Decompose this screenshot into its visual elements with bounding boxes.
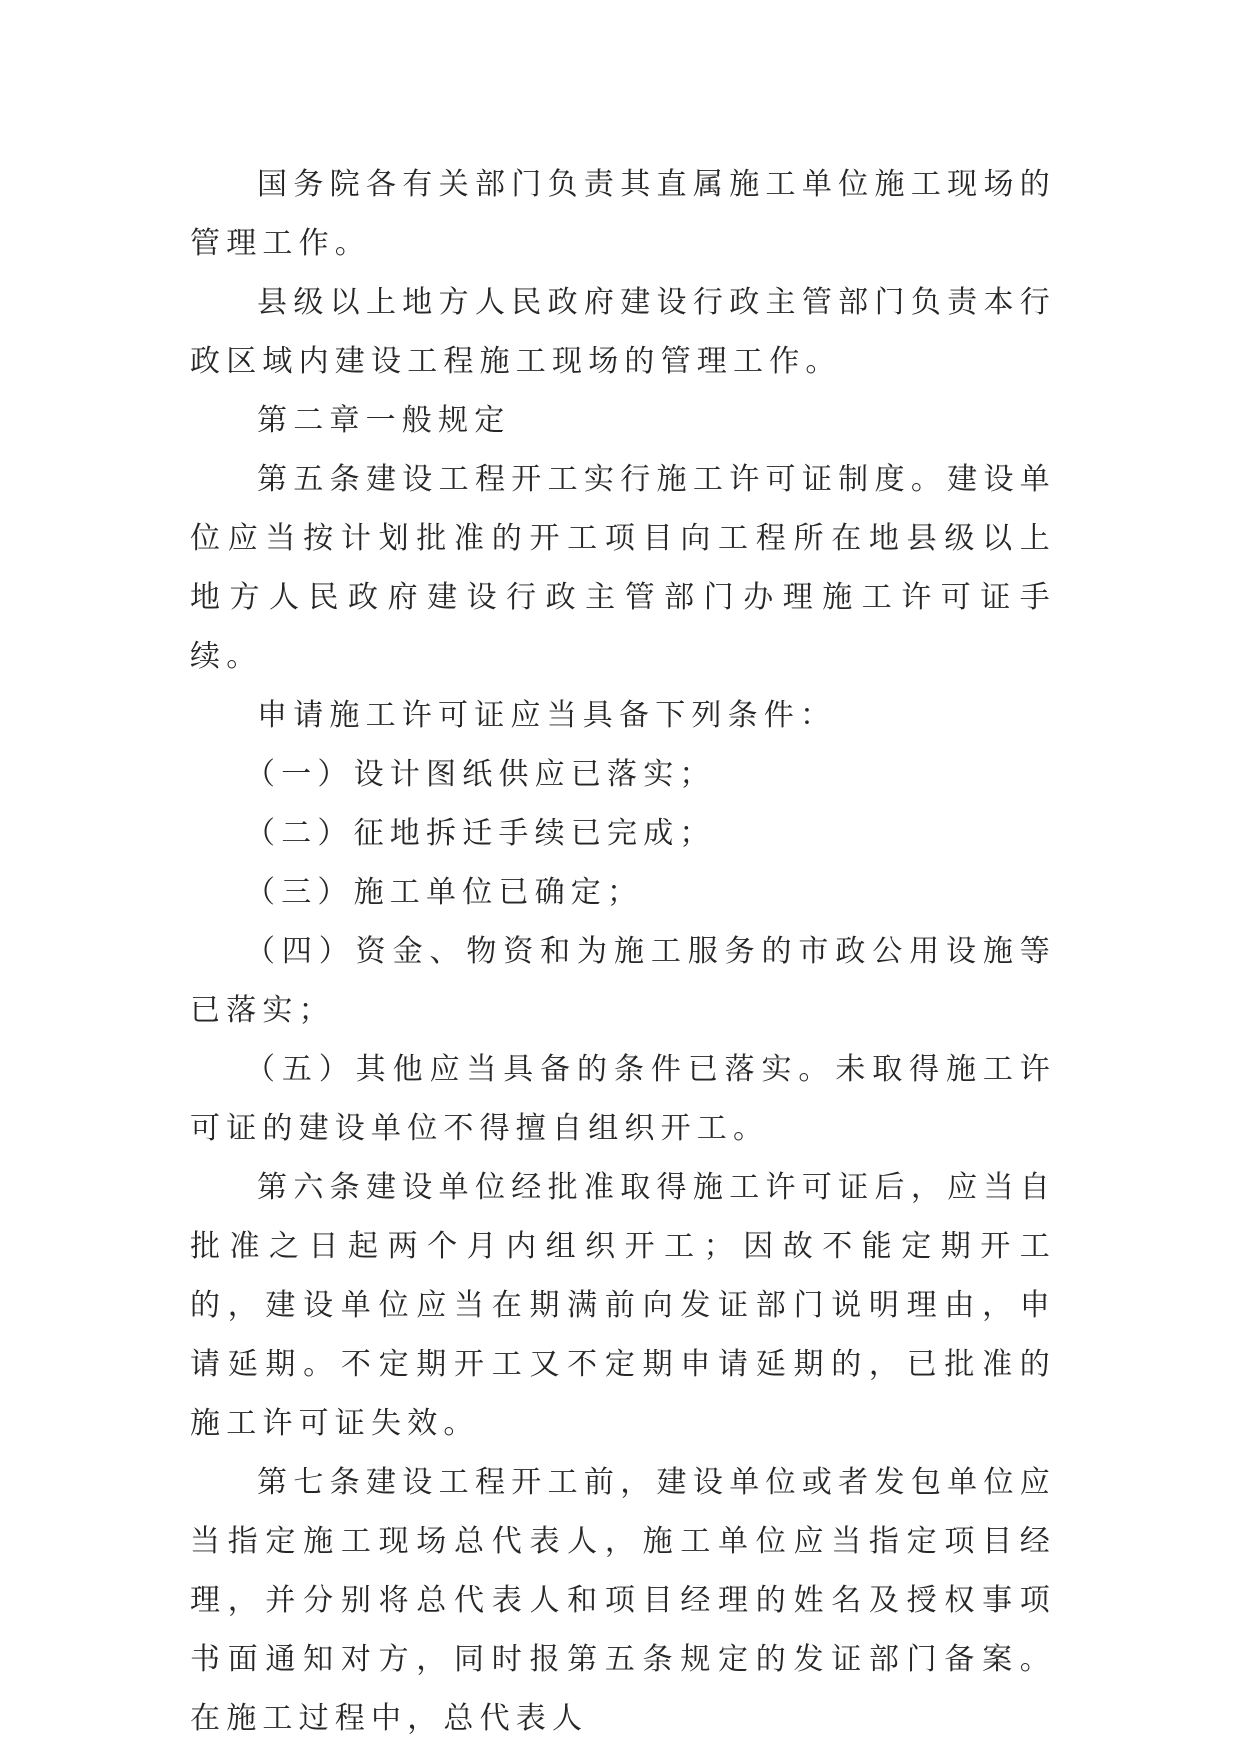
- condition-item-1: （一）设计图纸供应已落实；: [245, 757, 716, 792]
- chapter-heading: 第二章一般规定: [257, 403, 511, 438]
- permit-conditions-intro: 申请施工许可证应当具备下列条件：: [257, 698, 837, 733]
- condition-item-2: （二）征地拆迁手续已完成；: [245, 816, 716, 851]
- article-5: 第五条建设工程开工实行施工许可证制度。建设单位应当按计划批准的开工项目向工程所在地县级以上地方人民政府建设行政主管部门办理施工许可证手续。: [190, 462, 1056, 674]
- paragraph-state-council-departments: 国务院各有关部门负责其直属施工单位施工现场的管理工作。: [190, 167, 1056, 261]
- article-6: 第六条建设单位经批准取得施工许可证后，应当自批准之日起两个月内组织开工；因故不能定期开工的，建设单位应当在期满前向发证部门说明理由，申请延期。不定期开工又不定期申请延期的，已批准的施工许可证失效。: [190, 1170, 1056, 1441]
- condition-item-4: （四）资金、物资和为施工服务的市政公用设施等已落实；: [190, 934, 1056, 1028]
- article-7: 第七条建设工程开工前，建设单位或者发包单位应当指定施工现场总代表人，施工单位应当指定项目经理，并分别将总代表人和项目经理的姓名及授权事项书面通知对方，同时报第五条规定的发证部门备案。在施工过程中，总代表人: [190, 1465, 1056, 1736]
- paragraph-local-government: 县级以上地方人民政府建设行政主管部门负责本行政区域内建设工程施工现场的管理工作。: [190, 285, 1056, 379]
- document-body: [190, 155, 1056, 1748]
- condition-item-3: （三）施工单位已确定；: [245, 875, 644, 910]
- condition-item-5: （五）其他应当具备的条件已落实。未取得施工许可证的建设单位不得擅自组织开工。: [190, 1052, 1056, 1146]
